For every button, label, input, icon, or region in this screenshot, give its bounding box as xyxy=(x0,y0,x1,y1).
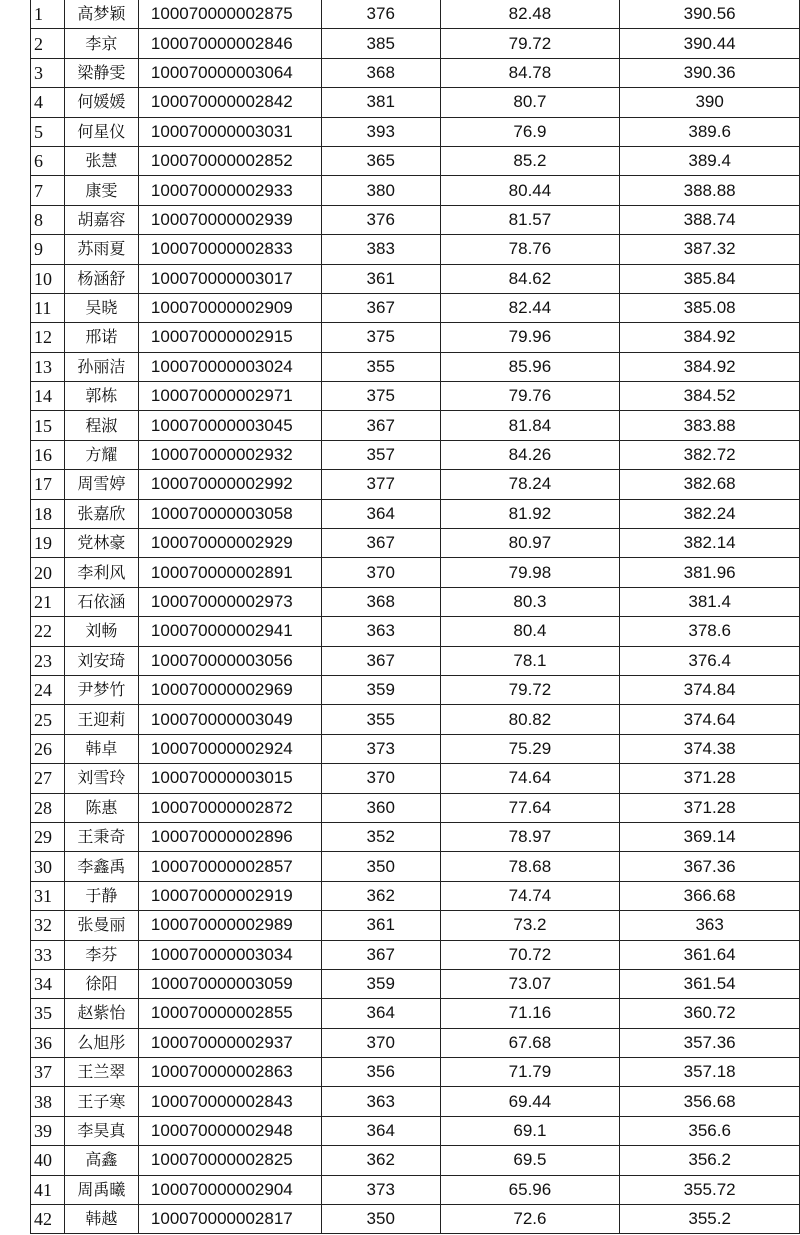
total-score-cell: 382.68 xyxy=(620,470,800,499)
interview-score-cell: 78.76 xyxy=(440,235,620,264)
rank-cell: 39 xyxy=(31,1116,65,1145)
interview-score-cell: 84.62 xyxy=(440,264,620,293)
exam-id-cell: 100070000002924 xyxy=(138,734,321,763)
table-row xyxy=(31,999,800,1028)
exam-id-cell: 100070000003015 xyxy=(138,764,321,793)
total-score-cell: 382.24 xyxy=(620,499,800,528)
total-score-cell: 357.18 xyxy=(620,1058,800,1087)
written-score-cell: 359 xyxy=(321,675,440,704)
name-cell: 韩越 xyxy=(64,1205,138,1234)
interview-score-cell: 84.26 xyxy=(440,440,620,469)
name-cell: 孙丽洁 xyxy=(64,352,138,381)
interview-score-cell: 80.4 xyxy=(440,617,620,646)
written-score-cell: 367 xyxy=(321,293,440,322)
exam-id-cell: 100070000002969 xyxy=(138,675,321,704)
table-row xyxy=(31,58,800,87)
written-score-cell: 373 xyxy=(321,734,440,763)
interview-score-cell: 79.72 xyxy=(440,29,620,58)
table-row xyxy=(31,734,800,763)
rank-cell: 32 xyxy=(31,911,65,940)
written-score-cell: 367 xyxy=(321,646,440,675)
name-cell: 李昊真 xyxy=(64,1116,138,1145)
exam-id-cell: 100070000002932 xyxy=(138,440,321,469)
rank-cell: 11 xyxy=(31,293,65,322)
interview-score-cell: 79.98 xyxy=(440,558,620,587)
total-score-cell: 384.52 xyxy=(620,382,800,411)
rank-cell: 5 xyxy=(31,117,65,146)
exam-id-cell: 100070000002817 xyxy=(138,1205,321,1234)
interview-score-cell: 80.82 xyxy=(440,705,620,734)
total-score-cell: 389.6 xyxy=(620,117,800,146)
interview-score-cell: 81.84 xyxy=(440,411,620,440)
rank-cell: 42 xyxy=(31,1205,65,1234)
written-score-cell: 393 xyxy=(321,117,440,146)
total-score-cell: 360.72 xyxy=(620,999,800,1028)
name-cell: 胡嘉容 xyxy=(64,205,138,234)
interview-score-cell: 73.07 xyxy=(440,969,620,998)
exam-id-cell: 100070000002929 xyxy=(138,529,321,558)
name-cell: 苏雨夏 xyxy=(64,235,138,264)
written-score-cell: 359 xyxy=(321,969,440,998)
interview-score-cell: 79.96 xyxy=(440,323,620,352)
rank-cell: 21 xyxy=(31,587,65,616)
total-score-cell: 367.36 xyxy=(620,852,800,881)
interview-score-cell: 78.97 xyxy=(440,822,620,851)
name-cell: 刘畅 xyxy=(64,617,138,646)
name-cell: 吴晓 xyxy=(64,293,138,322)
table-row xyxy=(31,1087,800,1116)
exam-id-cell: 100070000003017 xyxy=(138,264,321,293)
interview-score-cell: 85.2 xyxy=(440,146,620,175)
exam-id-cell: 100070000002855 xyxy=(138,999,321,1028)
table-row xyxy=(31,1146,800,1175)
rank-cell: 38 xyxy=(31,1087,65,1116)
name-cell: 刘雪玲 xyxy=(64,764,138,793)
exam-id-cell: 100070000003064 xyxy=(138,58,321,87)
table-row xyxy=(31,88,800,117)
table-row xyxy=(31,911,800,940)
rank-cell: 30 xyxy=(31,852,65,881)
written-score-cell: 363 xyxy=(321,1087,440,1116)
written-score-cell: 356 xyxy=(321,1058,440,1087)
total-score-cell: 383.88 xyxy=(620,411,800,440)
exam-id-cell: 100070000002857 xyxy=(138,852,321,881)
table-row xyxy=(31,822,800,851)
table-row xyxy=(31,235,800,264)
name-cell: 么旭彤 xyxy=(64,1028,138,1057)
total-score-cell: 385.84 xyxy=(620,264,800,293)
written-score-cell: 376 xyxy=(321,205,440,234)
name-cell: 王子寒 xyxy=(64,1087,138,1116)
written-score-cell: 368 xyxy=(321,587,440,616)
interview-score-cell: 84.78 xyxy=(440,58,620,87)
name-cell: 石依涵 xyxy=(64,587,138,616)
exam-id-cell: 100070000002937 xyxy=(138,1028,321,1057)
interview-score-cell: 71.16 xyxy=(440,999,620,1028)
total-score-cell: 388.74 xyxy=(620,205,800,234)
written-score-cell: 368 xyxy=(321,58,440,87)
exam-id-cell: 100070000002896 xyxy=(138,822,321,851)
total-score-cell: 390.56 xyxy=(620,0,800,29)
score-table xyxy=(30,0,800,1234)
rank-cell: 26 xyxy=(31,734,65,763)
interview-score-cell: 69.5 xyxy=(440,1146,620,1175)
table-row xyxy=(31,29,800,58)
exam-id-cell: 100070000002833 xyxy=(138,235,321,264)
name-cell: 何星仪 xyxy=(64,117,138,146)
table-row xyxy=(31,793,800,822)
written-score-cell: 357 xyxy=(321,440,440,469)
rank-cell: 25 xyxy=(31,705,65,734)
total-score-cell: 374.64 xyxy=(620,705,800,734)
rank-cell: 7 xyxy=(31,176,65,205)
table-row xyxy=(31,675,800,704)
interview-score-cell: 75.29 xyxy=(440,734,620,763)
table-row xyxy=(31,881,800,910)
name-cell: 刘安琦 xyxy=(64,646,138,675)
interview-score-cell: 69.44 xyxy=(440,1087,620,1116)
score-table-body xyxy=(31,0,800,1234)
table-row xyxy=(31,117,800,146)
rank-cell: 16 xyxy=(31,440,65,469)
total-score-cell: 356.68 xyxy=(620,1087,800,1116)
exam-id-cell: 100070000002948 xyxy=(138,1116,321,1145)
exam-id-cell: 100070000003049 xyxy=(138,705,321,734)
rank-cell: 8 xyxy=(31,205,65,234)
interview-score-cell: 80.97 xyxy=(440,529,620,558)
exam-id-cell: 100070000003024 xyxy=(138,352,321,381)
name-cell: 李芬 xyxy=(64,940,138,969)
table-row xyxy=(31,264,800,293)
name-cell: 尹梦竹 xyxy=(64,675,138,704)
exam-id-cell: 100070000002852 xyxy=(138,146,321,175)
table-row xyxy=(31,470,800,499)
name-cell: 梁静雯 xyxy=(64,58,138,87)
rank-cell: 35 xyxy=(31,999,65,1028)
written-score-cell: 361 xyxy=(321,911,440,940)
interview-score-cell: 73.2 xyxy=(440,911,620,940)
interview-score-cell: 81.57 xyxy=(440,205,620,234)
rank-cell: 18 xyxy=(31,499,65,528)
rank-cell: 41 xyxy=(31,1175,65,1204)
name-cell: 何媛媛 xyxy=(64,88,138,117)
written-score-cell: 367 xyxy=(321,411,440,440)
total-score-cell: 390.36 xyxy=(620,58,800,87)
interview-score-cell: 81.92 xyxy=(440,499,620,528)
total-score-cell: 369.14 xyxy=(620,822,800,851)
rank-cell: 37 xyxy=(31,1058,65,1087)
total-score-cell: 384.92 xyxy=(620,323,800,352)
exam-id-cell: 100070000002875 xyxy=(138,0,321,29)
written-score-cell: 350 xyxy=(321,852,440,881)
table-row xyxy=(31,852,800,881)
name-cell: 郭栋 xyxy=(64,382,138,411)
exam-id-cell: 100070000002919 xyxy=(138,881,321,910)
total-score-cell: 355.72 xyxy=(620,1175,800,1204)
table-row xyxy=(31,764,800,793)
interview-score-cell: 72.6 xyxy=(440,1205,620,1234)
rank-cell: 6 xyxy=(31,146,65,175)
total-score-cell: 381.4 xyxy=(620,587,800,616)
written-score-cell: 373 xyxy=(321,1175,440,1204)
table-row xyxy=(31,146,800,175)
written-score-cell: 383 xyxy=(321,235,440,264)
total-score-cell: 389.4 xyxy=(620,146,800,175)
rank-cell: 33 xyxy=(31,940,65,969)
interview-score-cell: 80.7 xyxy=(440,88,620,117)
exam-id-cell: 100070000003045 xyxy=(138,411,321,440)
written-score-cell: 367 xyxy=(321,940,440,969)
exam-id-cell: 100070000003059 xyxy=(138,969,321,998)
written-score-cell: 381 xyxy=(321,88,440,117)
exam-id-cell: 100070000002941 xyxy=(138,617,321,646)
table-row xyxy=(31,587,800,616)
total-score-cell: 361.64 xyxy=(620,940,800,969)
interview-score-cell: 74.64 xyxy=(440,764,620,793)
total-score-cell: 374.38 xyxy=(620,734,800,763)
written-score-cell: 355 xyxy=(321,352,440,381)
name-cell: 程淑 xyxy=(64,411,138,440)
rank-cell: 28 xyxy=(31,793,65,822)
written-score-cell: 385 xyxy=(321,29,440,58)
name-cell: 张慧 xyxy=(64,146,138,175)
total-score-cell: 363 xyxy=(620,911,800,940)
interview-score-cell: 80.44 xyxy=(440,176,620,205)
written-score-cell: 370 xyxy=(321,764,440,793)
interview-score-cell: 78.24 xyxy=(440,470,620,499)
total-score-cell: 382.14 xyxy=(620,529,800,558)
written-score-cell: 380 xyxy=(321,176,440,205)
interview-score-cell: 70.72 xyxy=(440,940,620,969)
table-row xyxy=(31,176,800,205)
interview-score-cell: 76.9 xyxy=(440,117,620,146)
name-cell: 李鑫禹 xyxy=(64,852,138,881)
written-score-cell: 375 xyxy=(321,382,440,411)
total-score-cell: 385.08 xyxy=(620,293,800,322)
total-score-cell: 381.96 xyxy=(620,558,800,587)
total-score-cell: 366.68 xyxy=(620,881,800,910)
table-row xyxy=(31,529,800,558)
written-score-cell: 363 xyxy=(321,617,440,646)
table-row xyxy=(31,940,800,969)
name-cell: 王秉奇 xyxy=(64,822,138,851)
table-row xyxy=(31,646,800,675)
rank-cell: 34 xyxy=(31,969,65,998)
exam-id-cell: 100070000002843 xyxy=(138,1087,321,1116)
rank-cell: 2 xyxy=(31,29,65,58)
name-cell: 杨涵舒 xyxy=(64,264,138,293)
table-row xyxy=(31,1058,800,1087)
rank-cell: 20 xyxy=(31,558,65,587)
exam-id-cell: 100070000002971 xyxy=(138,382,321,411)
total-score-cell: 388.88 xyxy=(620,176,800,205)
table-row xyxy=(31,205,800,234)
name-cell: 邢诺 xyxy=(64,323,138,352)
name-cell: 韩卓 xyxy=(64,734,138,763)
written-score-cell: 370 xyxy=(321,558,440,587)
written-score-cell: 352 xyxy=(321,822,440,851)
name-cell: 李京 xyxy=(64,29,138,58)
interview-score-cell: 85.96 xyxy=(440,352,620,381)
name-cell: 高鑫 xyxy=(64,1146,138,1175)
exam-id-cell: 100070000002992 xyxy=(138,470,321,499)
total-score-cell: 356.6 xyxy=(620,1116,800,1145)
rank-cell: 9 xyxy=(31,235,65,264)
rank-cell: 4 xyxy=(31,88,65,117)
name-cell: 党林豪 xyxy=(64,529,138,558)
total-score-cell: 382.72 xyxy=(620,440,800,469)
written-score-cell: 361 xyxy=(321,264,440,293)
table-row xyxy=(31,0,800,29)
written-score-cell: 367 xyxy=(321,529,440,558)
written-score-cell: 364 xyxy=(321,999,440,1028)
exam-id-cell: 100070000002846 xyxy=(138,29,321,58)
table-row xyxy=(31,323,800,352)
written-score-cell: 370 xyxy=(321,1028,440,1057)
exam-id-cell: 100070000002825 xyxy=(138,1146,321,1175)
total-score-cell: 390.44 xyxy=(620,29,800,58)
name-cell: 张嘉欣 xyxy=(64,499,138,528)
table-row xyxy=(31,382,800,411)
total-score-cell: 355.2 xyxy=(620,1205,800,1234)
rank-cell: 23 xyxy=(31,646,65,675)
rank-cell: 14 xyxy=(31,382,65,411)
written-score-cell: 362 xyxy=(321,1146,440,1175)
interview-score-cell: 69.1 xyxy=(440,1116,620,1145)
interview-score-cell: 78.1 xyxy=(440,646,620,675)
table-row xyxy=(31,1205,800,1234)
written-score-cell: 376 xyxy=(321,0,440,29)
table-row xyxy=(31,293,800,322)
interview-score-cell: 79.76 xyxy=(440,382,620,411)
interview-score-cell: 82.48 xyxy=(440,0,620,29)
total-score-cell: 390 xyxy=(620,88,800,117)
name-cell: 方耀 xyxy=(64,440,138,469)
name-cell: 周雪婷 xyxy=(64,470,138,499)
written-score-cell: 375 xyxy=(321,323,440,352)
rank-cell: 36 xyxy=(31,1028,65,1057)
table-row xyxy=(31,1175,800,1204)
table-row xyxy=(31,1116,800,1145)
total-score-cell: 371.28 xyxy=(620,764,800,793)
total-score-cell: 357.36 xyxy=(620,1028,800,1057)
interview-score-cell: 77.64 xyxy=(440,793,620,822)
written-score-cell: 362 xyxy=(321,881,440,910)
total-score-cell: 374.84 xyxy=(620,675,800,704)
interview-score-cell: 82.44 xyxy=(440,293,620,322)
rank-cell: 27 xyxy=(31,764,65,793)
table-row xyxy=(31,411,800,440)
written-score-cell: 364 xyxy=(321,499,440,528)
table-row xyxy=(31,440,800,469)
exam-id-cell: 100070000002915 xyxy=(138,323,321,352)
rank-cell: 1 xyxy=(31,0,65,29)
table-row xyxy=(31,558,800,587)
exam-id-cell: 100070000002891 xyxy=(138,558,321,587)
total-score-cell: 378.6 xyxy=(620,617,800,646)
total-score-cell: 371.28 xyxy=(620,793,800,822)
interview-score-cell: 67.68 xyxy=(440,1028,620,1057)
exam-id-cell: 100070000003034 xyxy=(138,940,321,969)
exam-id-cell: 100070000002973 xyxy=(138,587,321,616)
table-row xyxy=(31,352,800,381)
exam-id-cell: 100070000002939 xyxy=(138,205,321,234)
name-cell: 高梦颖 xyxy=(64,0,138,29)
interview-score-cell: 74.74 xyxy=(440,881,620,910)
rank-cell: 40 xyxy=(31,1146,65,1175)
rank-cell: 22 xyxy=(31,617,65,646)
total-score-cell: 376.4 xyxy=(620,646,800,675)
exam-id-cell: 100070000003031 xyxy=(138,117,321,146)
rank-cell: 17 xyxy=(31,470,65,499)
interview-score-cell: 65.96 xyxy=(440,1175,620,1204)
total-score-cell: 361.54 xyxy=(620,969,800,998)
interview-score-cell: 79.72 xyxy=(440,675,620,704)
exam-id-cell: 100070000002904 xyxy=(138,1175,321,1204)
table-row xyxy=(31,1028,800,1057)
rank-cell: 12 xyxy=(31,323,65,352)
name-cell: 陈惠 xyxy=(64,793,138,822)
rank-cell: 19 xyxy=(31,529,65,558)
name-cell: 周禹曦 xyxy=(64,1175,138,1204)
exam-id-cell: 100070000002863 xyxy=(138,1058,321,1087)
exam-id-cell: 100070000002933 xyxy=(138,176,321,205)
written-score-cell: 360 xyxy=(321,793,440,822)
total-score-cell: 356.2 xyxy=(620,1146,800,1175)
rank-cell: 13 xyxy=(31,352,65,381)
total-score-cell: 387.32 xyxy=(620,235,800,264)
name-cell: 李利风 xyxy=(64,558,138,587)
exam-id-cell: 100070000002842 xyxy=(138,88,321,117)
interview-score-cell: 71.79 xyxy=(440,1058,620,1087)
table-row xyxy=(31,499,800,528)
written-score-cell: 355 xyxy=(321,705,440,734)
table-row xyxy=(31,617,800,646)
exam-id-cell: 100070000003056 xyxy=(138,646,321,675)
written-score-cell: 365 xyxy=(321,146,440,175)
name-cell: 于静 xyxy=(64,881,138,910)
table-row xyxy=(31,969,800,998)
exam-id-cell: 100070000002909 xyxy=(138,293,321,322)
rank-cell: 10 xyxy=(31,264,65,293)
table-row xyxy=(31,705,800,734)
interview-score-cell: 78.68 xyxy=(440,852,620,881)
name-cell: 王迎莉 xyxy=(64,705,138,734)
name-cell: 张曼丽 xyxy=(64,911,138,940)
written-score-cell: 377 xyxy=(321,470,440,499)
rank-cell: 15 xyxy=(31,411,65,440)
exam-id-cell: 100070000002989 xyxy=(138,911,321,940)
rank-cell: 3 xyxy=(31,58,65,87)
name-cell: 康雯 xyxy=(64,176,138,205)
rank-cell: 31 xyxy=(31,881,65,910)
exam-id-cell: 100070000003058 xyxy=(138,499,321,528)
rank-cell: 29 xyxy=(31,822,65,851)
written-score-cell: 350 xyxy=(321,1205,440,1234)
interview-score-cell: 80.3 xyxy=(440,587,620,616)
total-score-cell: 384.92 xyxy=(620,352,800,381)
exam-id-cell: 100070000002872 xyxy=(138,793,321,822)
written-score-cell: 364 xyxy=(321,1116,440,1145)
rank-cell: 24 xyxy=(31,675,65,704)
name-cell: 徐阳 xyxy=(64,969,138,998)
name-cell: 赵紫怡 xyxy=(64,999,138,1028)
name-cell: 王兰翠 xyxy=(64,1058,138,1087)
